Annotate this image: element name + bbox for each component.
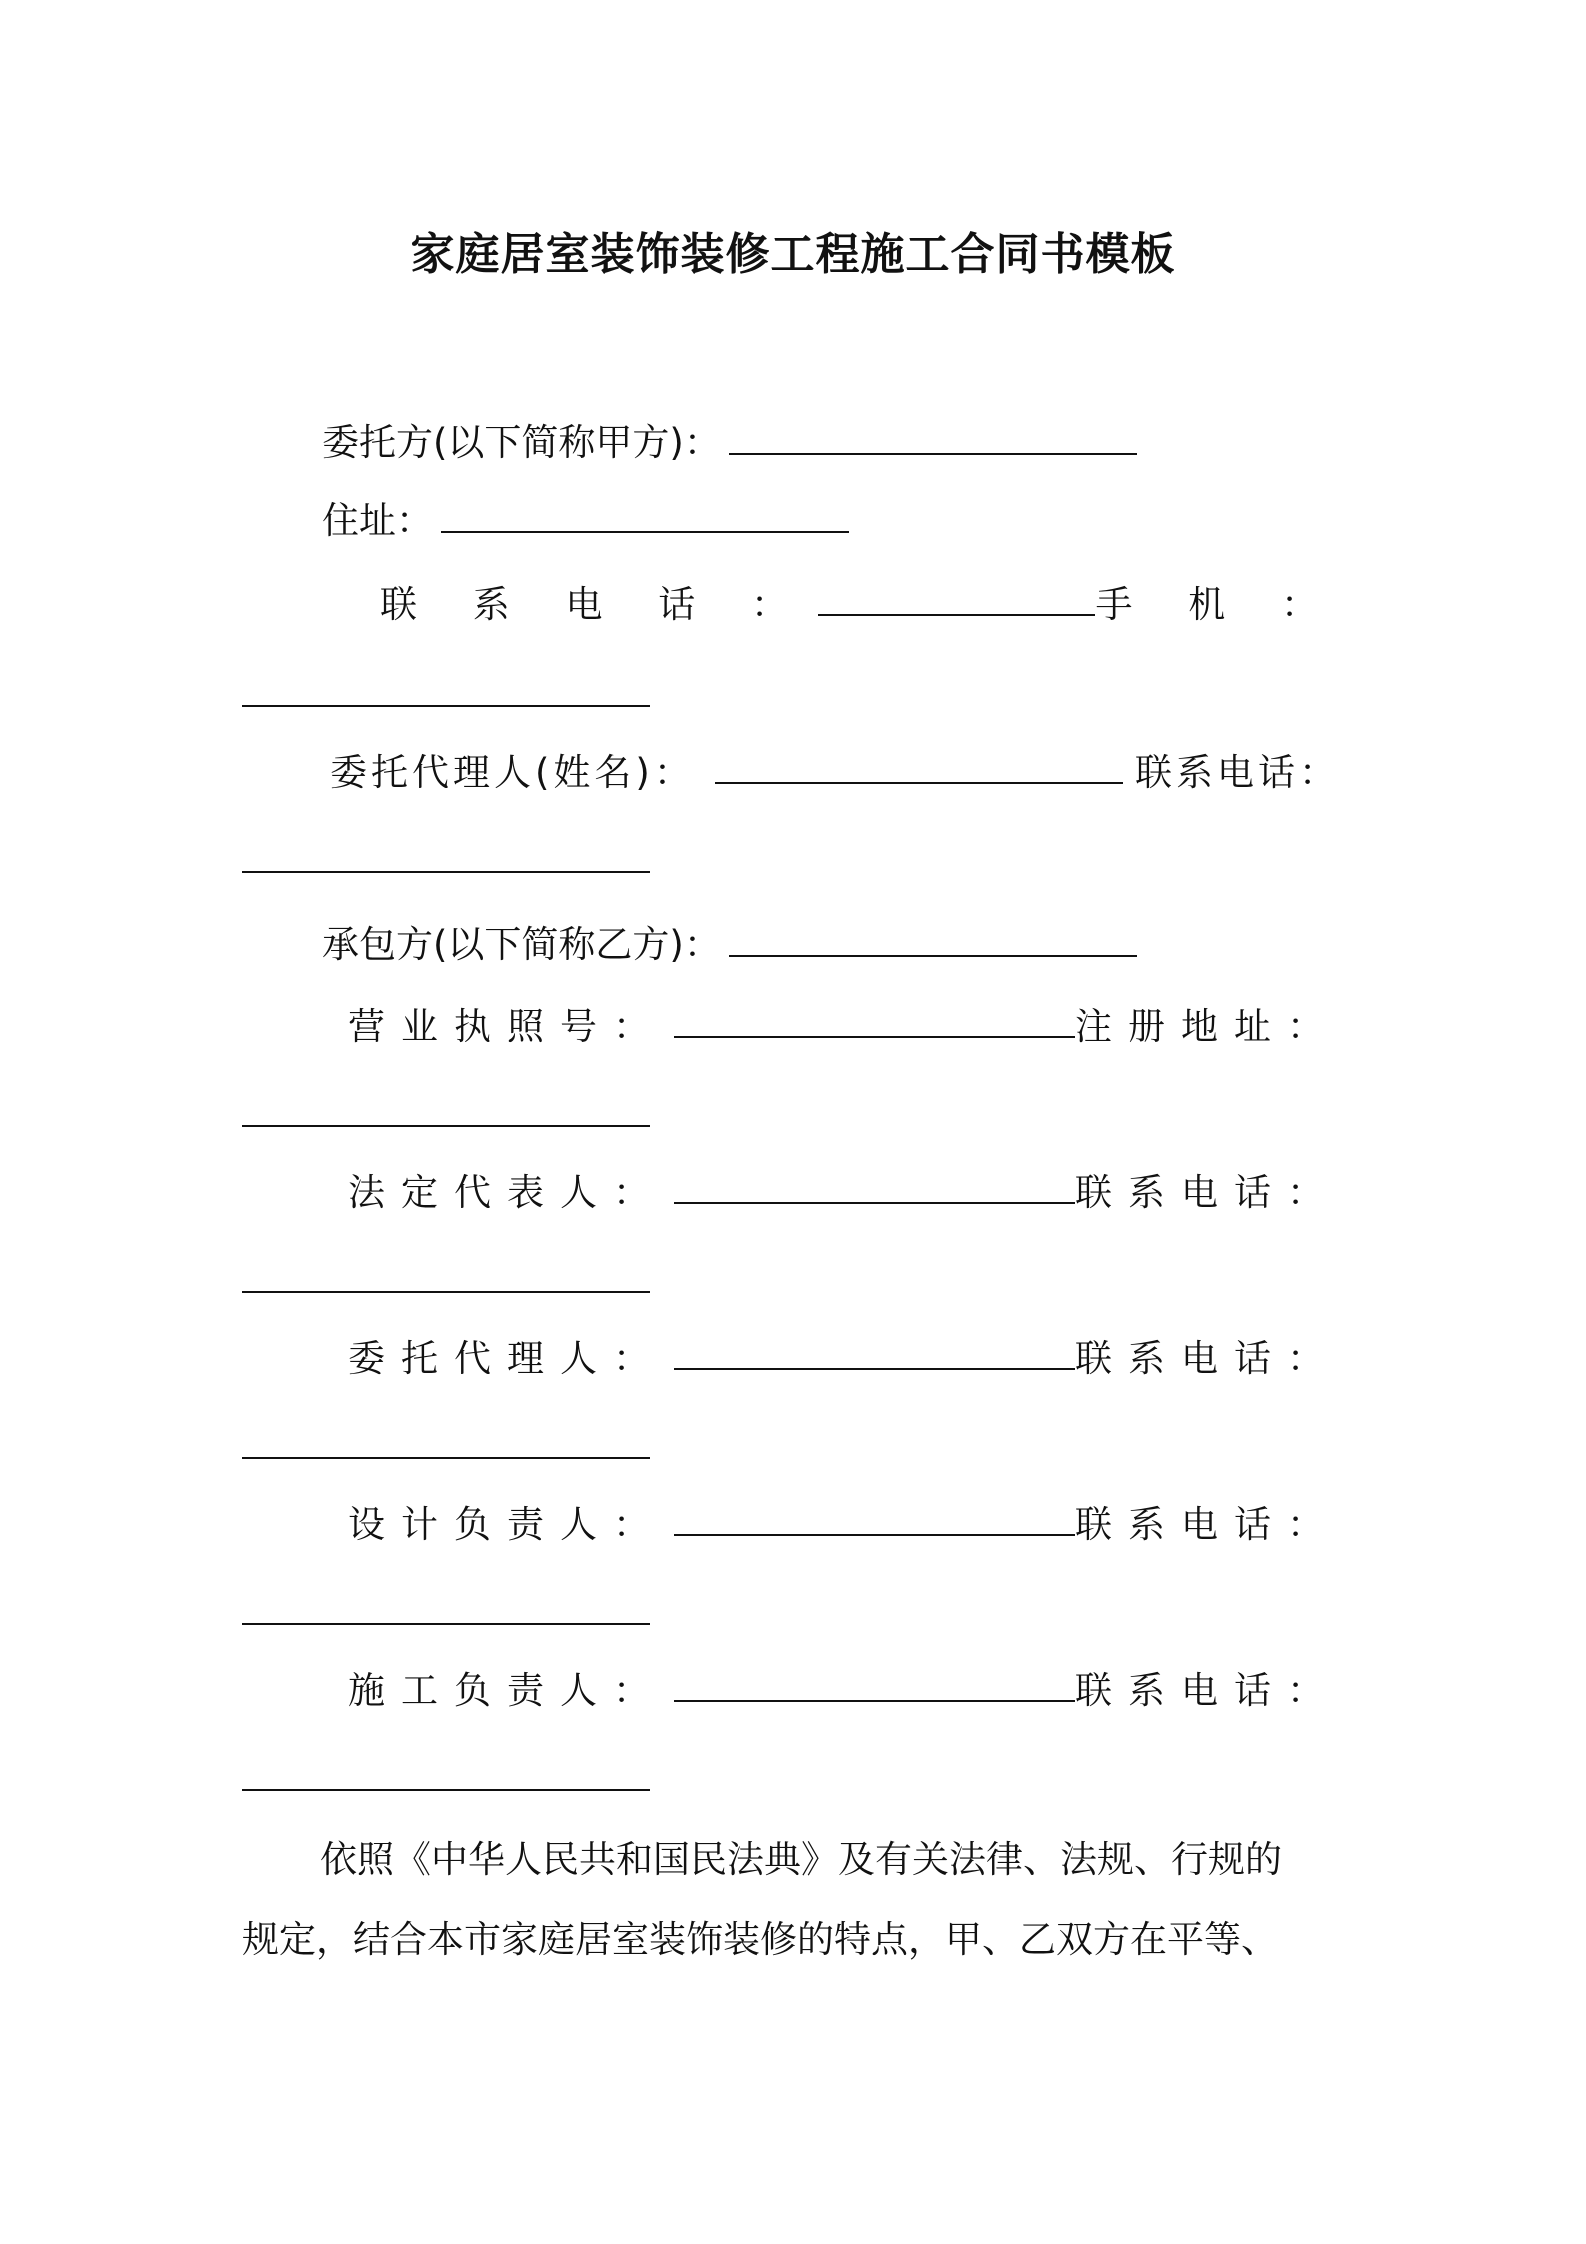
address-blank[interactable] (441, 497, 849, 533)
mobile-continuation (242, 670, 1344, 720)
construction-lead-label: 施工负责人： (348, 1669, 666, 1712)
reg-address-continuation (242, 1090, 1344, 1140)
contractor-agent-line (348, 1334, 1340, 1384)
construction-lead-line (348, 1666, 1340, 1716)
agent-name-label: 委托代理人(姓名)： (330, 751, 695, 794)
mobile-label: 手 机 ： (1095, 583, 1340, 626)
legal-rep-label: 法定代表人： (348, 1171, 666, 1214)
paragraph-line-2: 规定，结合本市家庭居室装饰装修的特点，甲、乙双方在平等、 (242, 1918, 1278, 1961)
legal-rep-line (348, 1168, 1340, 1218)
client-blank[interactable] (729, 419, 1137, 455)
design-lead-phone-label: 联系电话： (1075, 1503, 1340, 1546)
reg-address-blank[interactable] (242, 1091, 650, 1127)
contractor-agent-phone-label: 联系电话： (1075, 1337, 1340, 1380)
phone-line (380, 580, 1340, 630)
legal-rep-blank[interactable] (674, 1168, 1075, 1204)
phone-blank[interactable] (818, 580, 1095, 616)
paragraph-line-1: 依照《中华人民共和国民法典》及有关法律、法规、行规的 (320, 1838, 1282, 1881)
agent-name-blank[interactable] (715, 748, 1123, 784)
contractor-agent-label: 委托代理人： (348, 1337, 666, 1380)
contractor-line (322, 920, 1424, 970)
mobile-blank[interactable] (242, 671, 650, 707)
license-label: 营业执照号： (348, 1005, 666, 1048)
contractor-agent-phone-blank[interactable] (242, 1423, 650, 1459)
legal-rep-phone-blank[interactable] (242, 1257, 650, 1293)
client-label: 委托方(以下简称甲方)： (322, 421, 721, 464)
design-lead-line (348, 1500, 1340, 1550)
contractor-agent-blank[interactable] (674, 1334, 1075, 1370)
construction-lead-blank[interactable] (674, 1666, 1075, 1702)
design-lead-label: 设计负责人： (348, 1503, 666, 1546)
client-line (322, 418, 1424, 468)
construction-lead-phone-blank[interactable] (242, 1755, 650, 1791)
reg-address-label: 注册地址： (1075, 1005, 1340, 1048)
license-blank[interactable] (674, 1002, 1075, 1038)
agent-phone-blank[interactable] (242, 837, 650, 873)
phone-label: 联 系 电 话 ： (380, 583, 811, 626)
document-title: 家庭居室装饰装修工程施工合同书模板 (410, 229, 1176, 280)
contractor-agent-phone-continuation (242, 1422, 1344, 1472)
contractor-label: 承包方(以下简称乙方)： (322, 923, 721, 966)
design-lead-phone-continuation (242, 1588, 1344, 1638)
contractor-blank[interactable] (729, 921, 1137, 957)
legal-rep-phone-label: 联系电话： (1075, 1171, 1340, 1214)
design-lead-phone-blank[interactable] (242, 1589, 650, 1625)
agent-phone-label: 联系电话： (1135, 751, 1340, 794)
license-line (348, 1002, 1340, 1052)
legal-rep-phone-continuation (242, 1256, 1344, 1306)
construction-lead-phone-label: 联系电话： (1075, 1669, 1340, 1712)
agent-line (330, 748, 1340, 798)
construction-lead-phone-continuation (242, 1754, 1344, 1804)
address-label: 住址： (322, 499, 433, 542)
agent-phone-continuation (242, 836, 1344, 886)
address-line (322, 496, 1424, 546)
design-lead-blank[interactable] (674, 1500, 1075, 1536)
intro-paragraph (242, 1820, 1358, 1980)
